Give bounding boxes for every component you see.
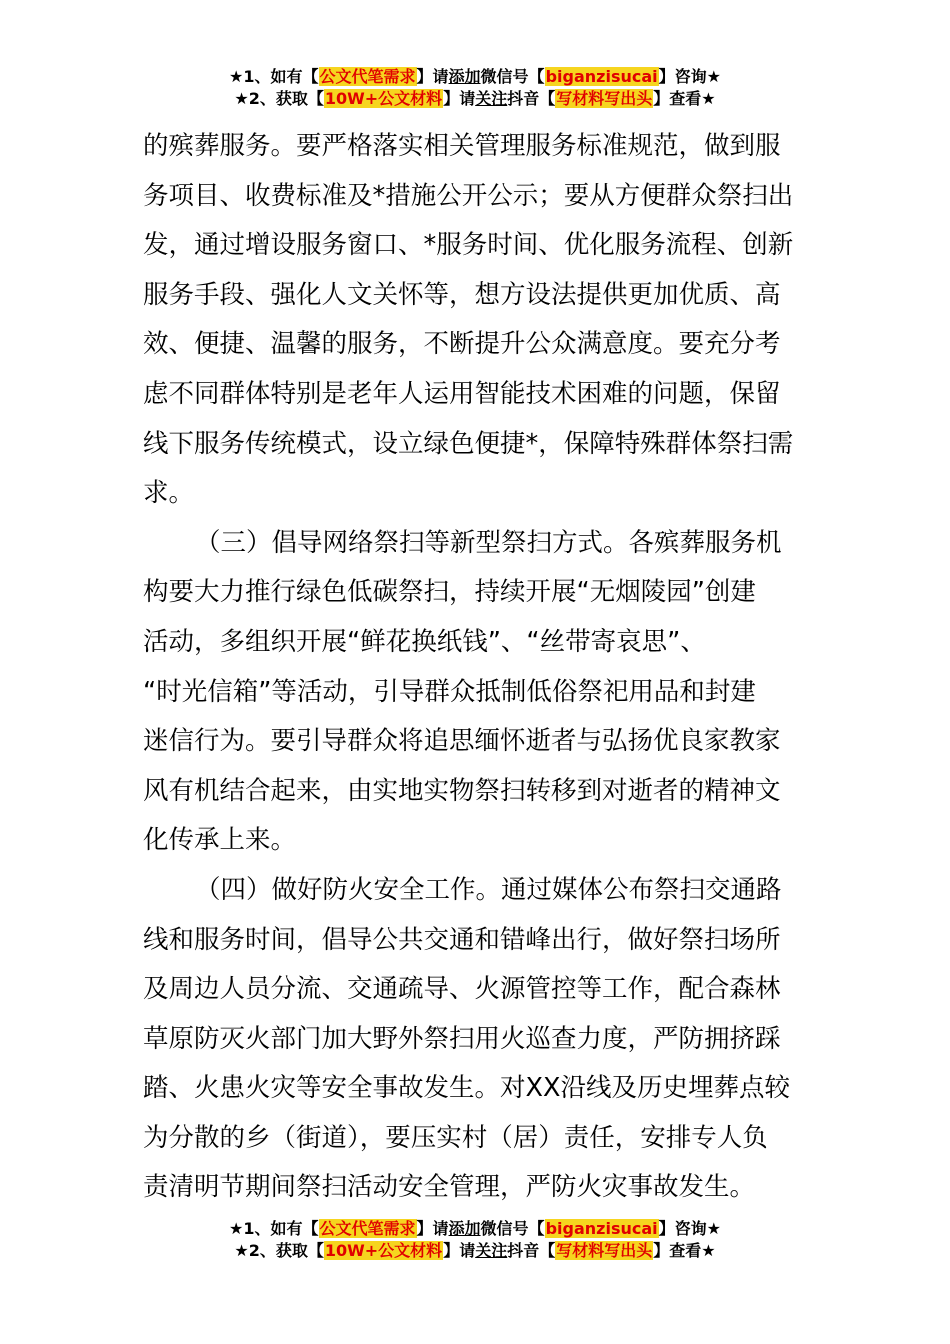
text-line: （四）做好防火安全工作。通过媒体公布祭扫交通路 xyxy=(195,874,782,905)
paragraph-services xyxy=(143,122,813,519)
banner-underlined-text: 添加 xyxy=(448,1219,481,1238)
text-line: 草原防灭火部门加大野外祭扫用火巡查力度，严防拥挤踩 xyxy=(143,1023,781,1054)
banner-text: 抖音【 xyxy=(507,89,556,108)
banner-underlined-text: 添加 xyxy=(448,67,481,86)
banner-text: 微信号【 xyxy=(480,1219,545,1238)
text-line: 构要大力推行绿色低碳祭扫，持续开展“无烟陵园”创建 xyxy=(143,577,756,608)
text-line: 务项目、收费标准及*措施公开公示；要从方便群众祭扫出 xyxy=(143,180,794,211)
banner-text: 】查看★ xyxy=(653,1241,716,1260)
banner-line-2 xyxy=(0,88,950,110)
banner-line-1 xyxy=(0,66,950,88)
text-line: 风有机结合起来，由实地实物祭扫转移到对逝者的精神文 xyxy=(143,775,781,806)
banner-text: 】请 xyxy=(443,1241,476,1260)
banner-text: 】咨询★ xyxy=(658,67,721,86)
banner-text: 】咨询★ xyxy=(658,1219,721,1238)
banner-highlight: biganzisucai xyxy=(545,1219,658,1238)
footer-banner xyxy=(0,1218,950,1262)
banner-highlight: 公文代笔需求 xyxy=(319,67,416,86)
text-line: 活动，多组织开展“鲜花换纸钱”、“丝带寄哀思”、 xyxy=(143,626,706,657)
text-line: 化传承上来。 xyxy=(143,825,297,856)
text-line: 的殡葬服务。要严格落实相关管理服务标准规范，做到服 xyxy=(143,131,781,161)
text-line: 为分散的乡（街道），要压实村（居）责任，安排专人负 xyxy=(143,1122,768,1153)
banner-highlight: biganzisucai xyxy=(545,67,658,86)
banner-line-2 xyxy=(0,1240,950,1262)
text-line: 迷信行为。要引导群众将追思缅怀逝者与弘扬优良家教家 xyxy=(143,726,781,757)
banner-text: 】查看★ xyxy=(653,89,716,108)
text-line: 踏、火患火灾等安全事故发生。对XX沿线及历史埋葬点较 xyxy=(143,1073,790,1104)
text-line: 效、便捷、温馨的服务，不断提升公众满意度。要充分考 xyxy=(143,329,781,360)
banner-text: 】请 xyxy=(443,89,476,108)
banner-text: 】请 xyxy=(416,67,449,86)
paragraph-section-3 xyxy=(143,519,813,866)
text-line: “时光信箱”等活动，引导群众抵制低俗祭祀用品和封建 xyxy=(143,676,756,707)
header-banner xyxy=(0,66,950,110)
text-line: 线下服务传统模式，设立绿色便捷*，保障特殊群体祭扫需 xyxy=(143,428,794,459)
text-line: 线和服务时间，倡导公共交通和错峰出行，做好祭扫场所 xyxy=(143,924,781,955)
text-line: 求。 xyxy=(143,478,195,509)
banner-underlined-text: 关注 xyxy=(475,1241,508,1260)
text-line: 发，通过增设服务窗口、*服务时间、优化服务流程、创新 xyxy=(143,230,794,261)
text-line: 及周边人员分流、交通疏导、火源管控等工作，配合森林 xyxy=(143,974,781,1005)
document-body xyxy=(143,122,813,1213)
text-line: 服务手段、强化人文关怀等，想方设法提供更加优质、高 xyxy=(143,279,781,310)
banner-line-1 xyxy=(0,1218,950,1240)
banner-underlined-text: 关注 xyxy=(475,89,508,108)
banner-highlight: 写材料写出头 xyxy=(556,1241,653,1260)
banner-text: 抖音【 xyxy=(507,1241,556,1260)
banner-text: 】请 xyxy=(416,1219,449,1238)
paragraph-section-4 xyxy=(143,866,813,1213)
text-line: （三）倡导网络祭扫等新型祭扫方式。各殡葬服务机 xyxy=(195,527,782,558)
banner-highlight: 10W+公文材料 xyxy=(324,1241,443,1260)
banner-text: ★2、获取【 xyxy=(234,89,324,108)
banner-text: 微信号【 xyxy=(480,67,545,86)
text-line: 责清明节期间祭扫活动安全管理，严防火灾事故发生。 xyxy=(143,1172,756,1203)
banner-text: ★1、如有【 xyxy=(229,1219,319,1238)
banner-highlight: 写材料写出头 xyxy=(556,89,653,108)
banner-text: ★1、如有【 xyxy=(229,67,319,86)
banner-text: ★2、获取【 xyxy=(234,1241,324,1260)
banner-highlight: 10W+公文材料 xyxy=(324,89,443,108)
banner-highlight: 公文代笔需求 xyxy=(319,1219,416,1238)
text-line: 虑不同群体特别是老年人运用智能技术困难的问题，保留 xyxy=(143,378,781,409)
